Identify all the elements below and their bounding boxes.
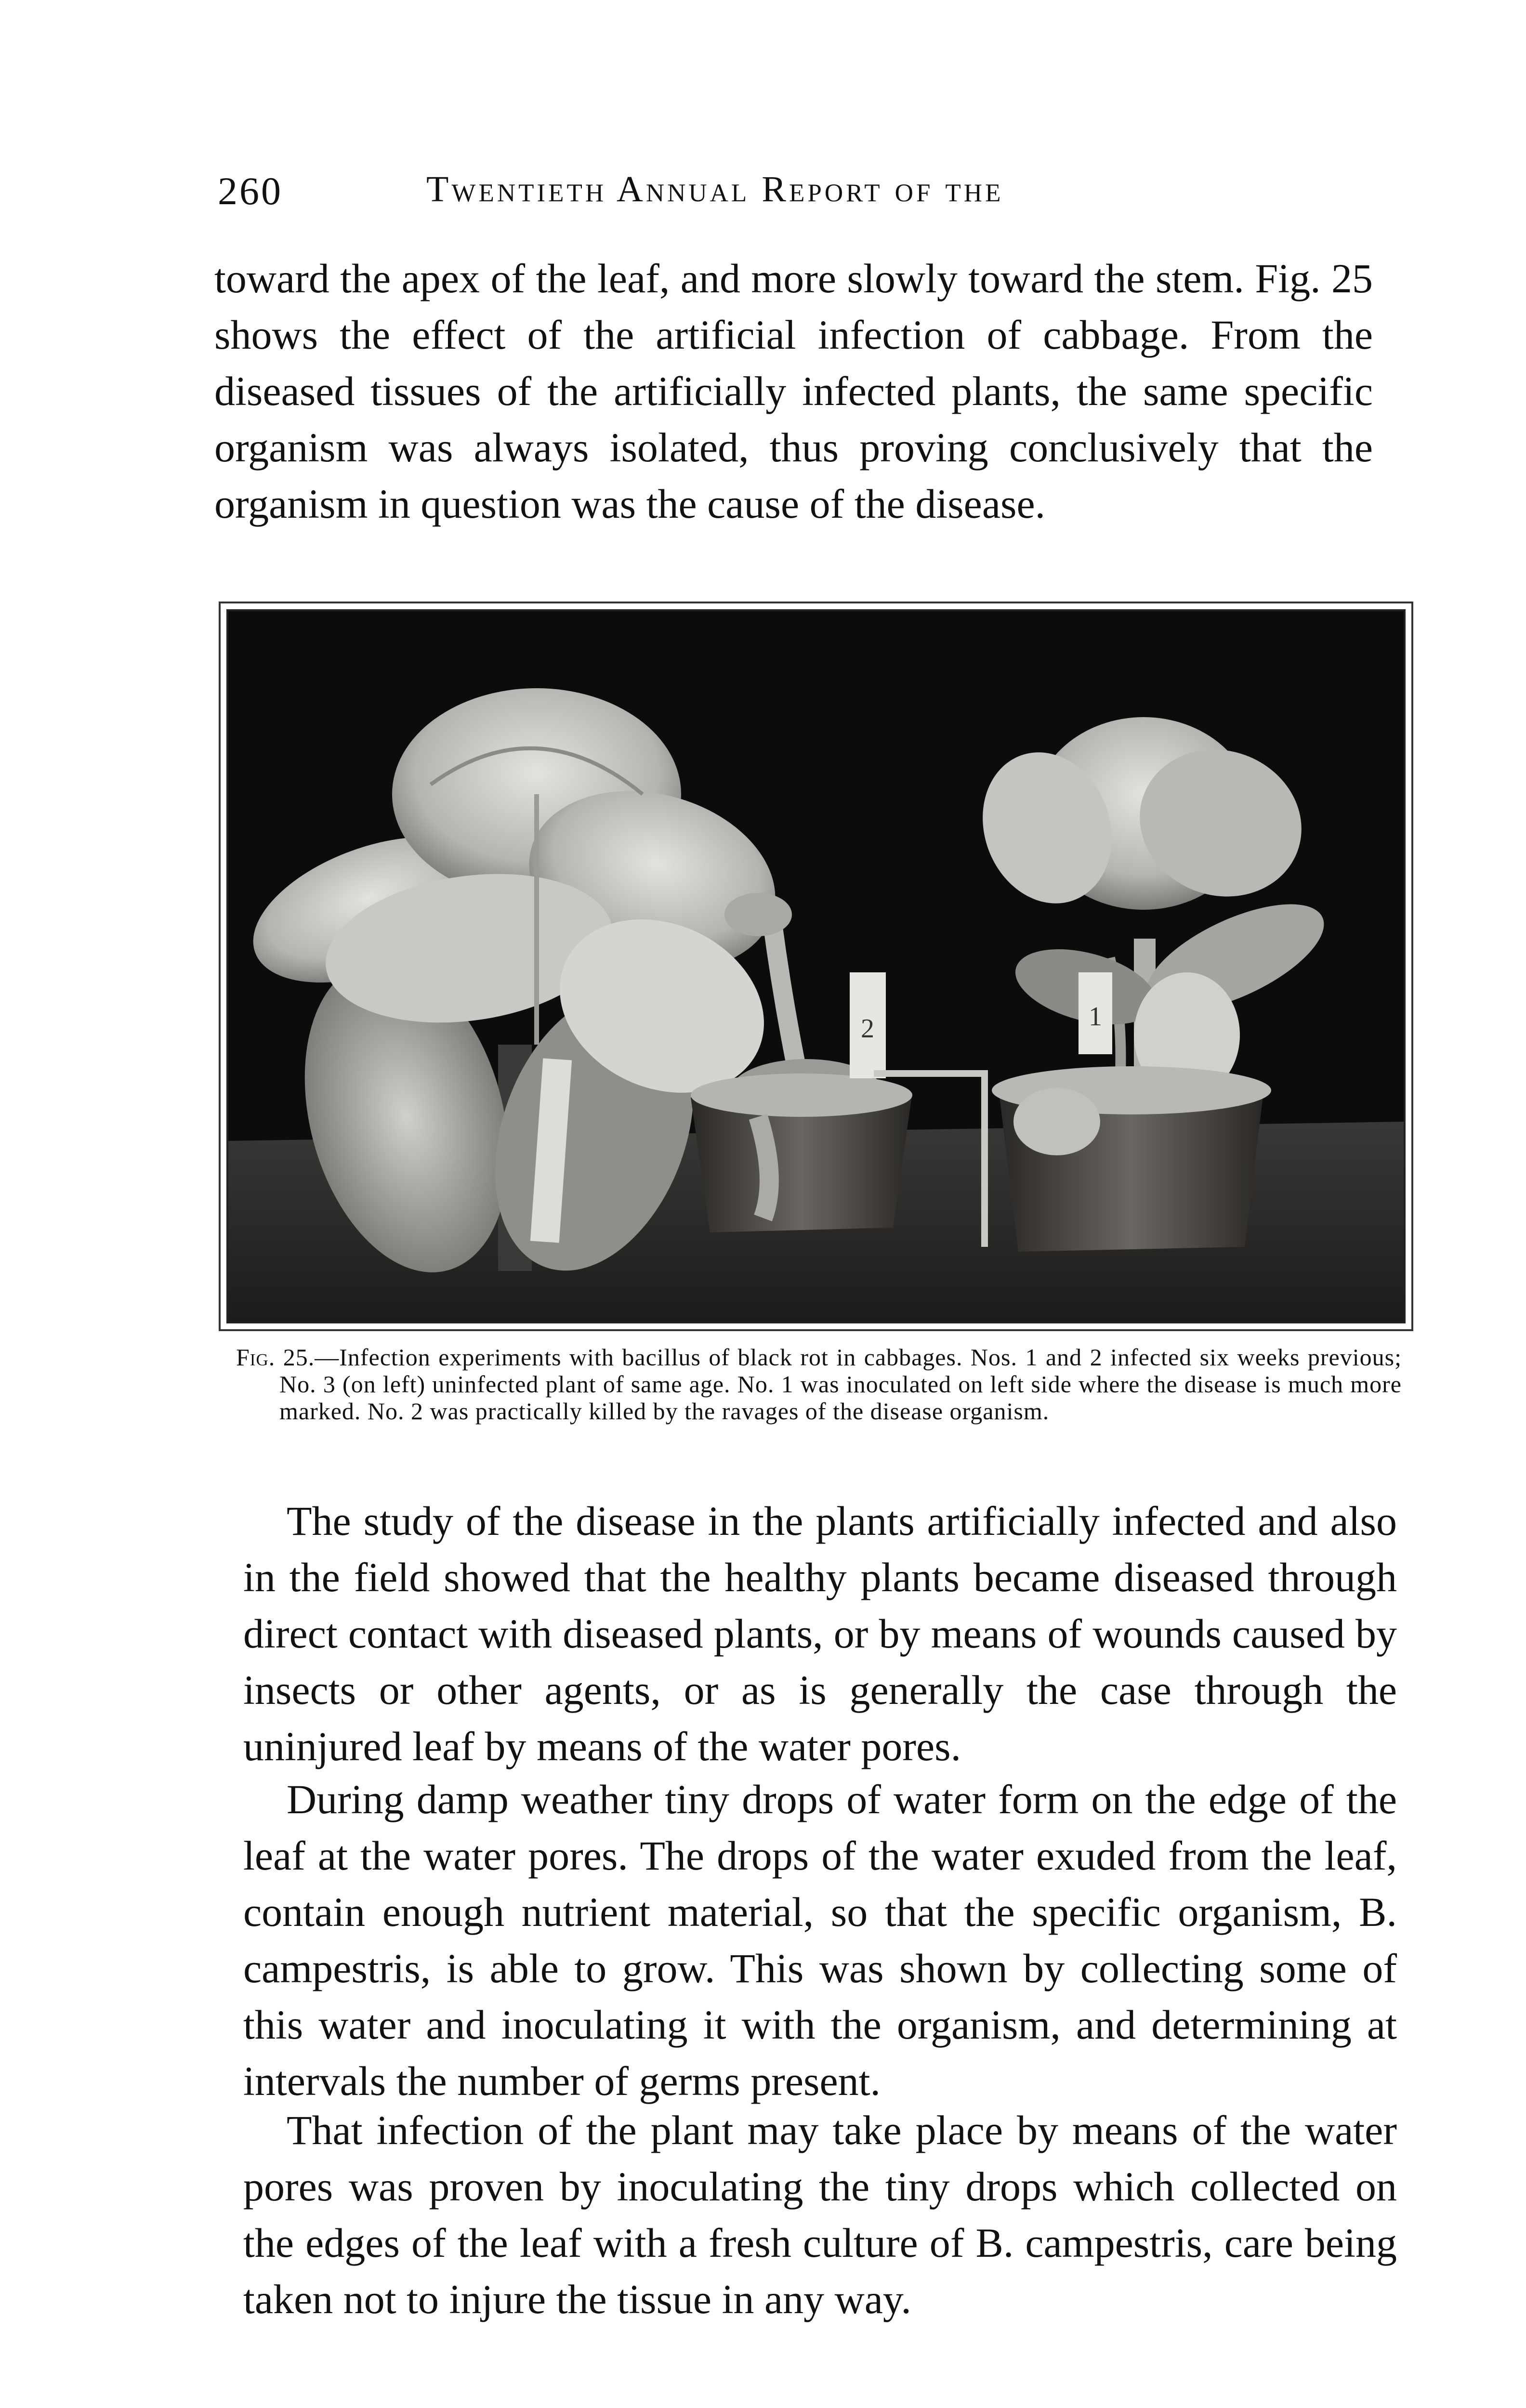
figure-caption-text: —Infection experiments with bacillus of black rot in cabbages. Nos. 1 and 2 infected six weeks previous; No. 3 (on left) uninfected plant of same age. No. 1 was inoculated on left side where the disease is much more marked. No. 2 was practically killed by the ravages of the disease organism. bbox=[279, 1344, 1402, 1425]
cabbage-photo-illustration bbox=[228, 611, 1404, 1322]
figure-25-photograph bbox=[226, 609, 1406, 1323]
paragraph-3: During damp weather tiny drops of water form on the edge of the leaf at the water pores. The drops of the water exuded from the leaf, contain enough nutrient material, so that the specific organism, B. campestris, is able to grow. This was shown by collecting some of this water and inoculating it with the organism, and determining at intervals the number of germs present. bbox=[243, 1776, 1397, 2104]
page-number: 260 bbox=[218, 169, 283, 213]
stake-label-no1: 1 bbox=[1089, 1002, 1102, 1032]
paragraph-1: toward the apex of the leaf, and more slowly toward the stem. Fig. 25 shows the effect of the artificial infection of cabbage. From the diseased tissues of the artificially infected plants, the same specific organism was always isolated, thus proving conclusively that the organism in question was the cause of the disease. bbox=[214, 255, 1373, 527]
figure-caption bbox=[236, 1344, 1402, 1425]
paragraph-4: That infection of the plant may take place by means of the water pores was proven by inoculating the tiny drops which collected on the edges of the leaf with a fresh culture of B. campestris, care being taken not to injure the tissue in any way. bbox=[243, 2107, 1397, 2322]
stake-label-no2: 2 bbox=[861, 1014, 874, 1044]
running-head: Twentieth Annual Report of the bbox=[426, 169, 1004, 209]
paragraph-2: The study of the disease in the plants artificially infected and also in the field showed that the healthy plants became diseased through direct contact with diseased plants, or by means of wounds caused by insects or other agents, or as is generally the case through the uninjured leaf by means of the water pores. bbox=[243, 1498, 1397, 1769]
figure-label: Fig. 25. bbox=[236, 1344, 315, 1371]
